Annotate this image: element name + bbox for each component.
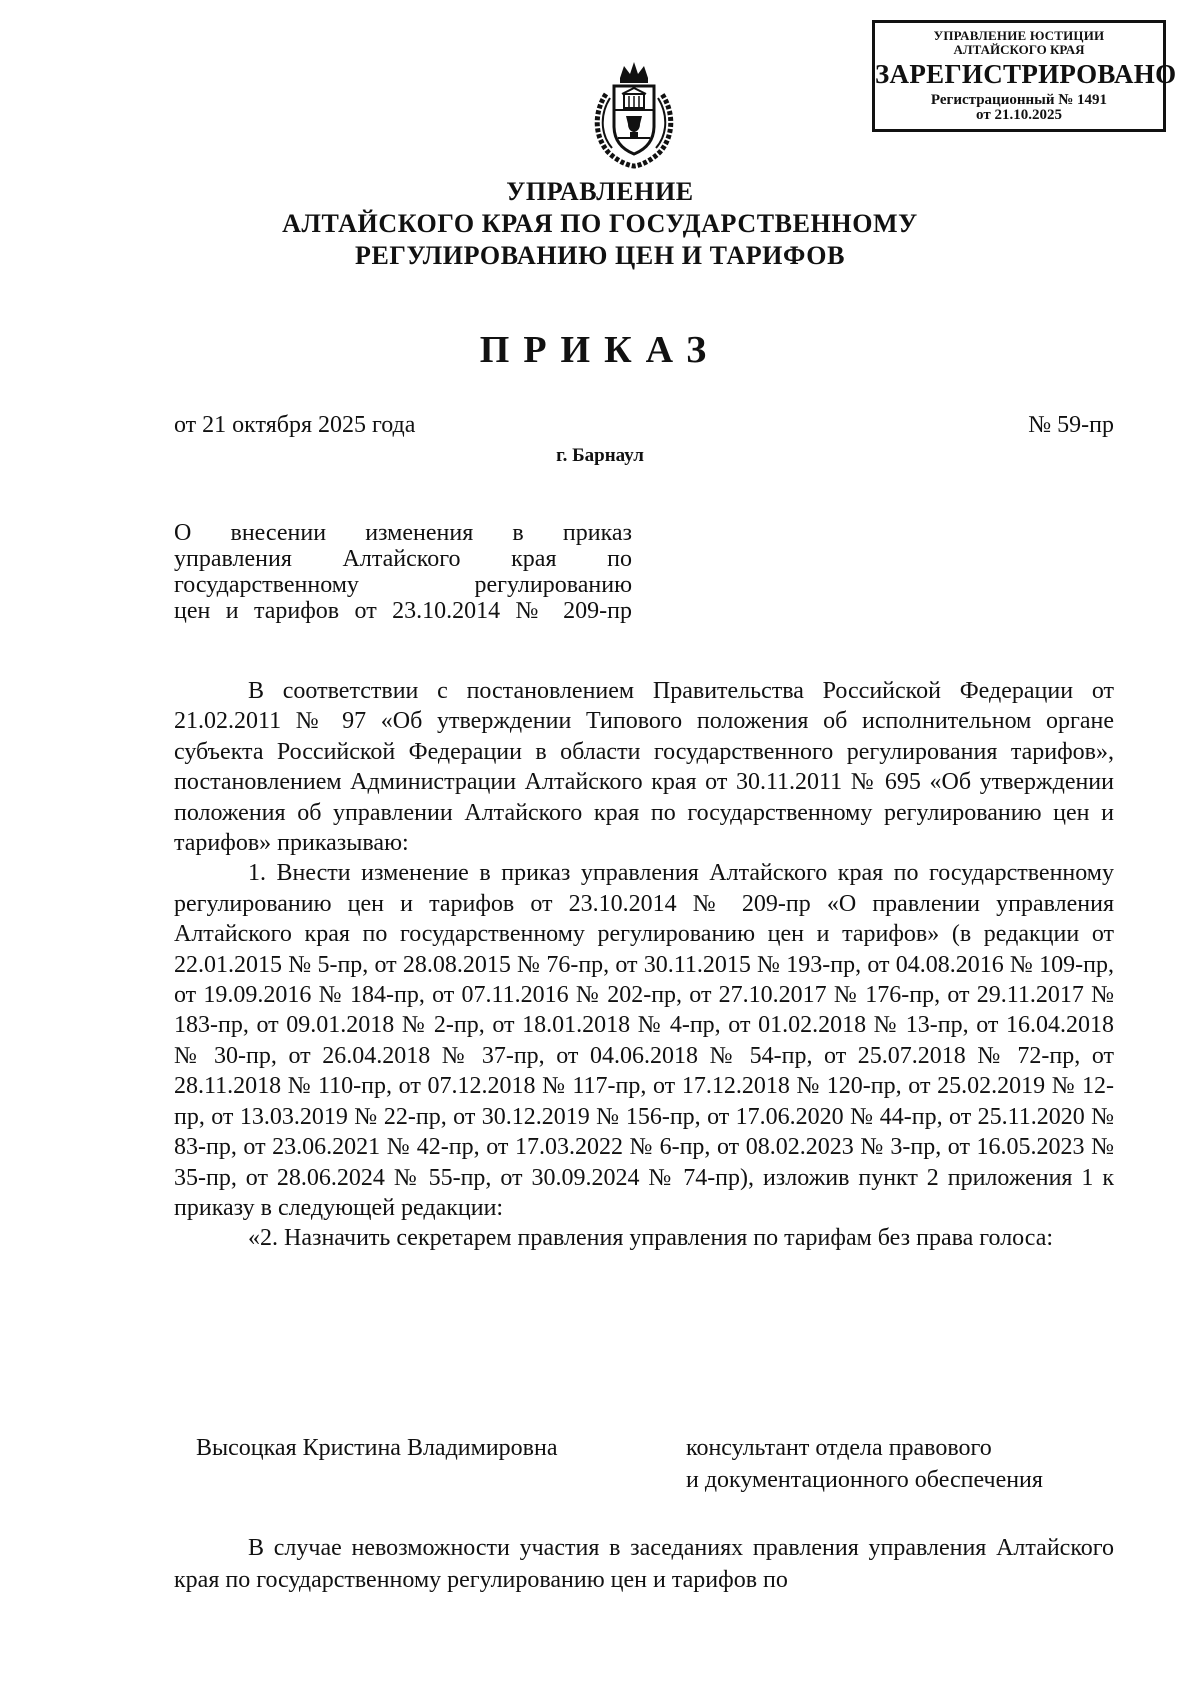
stamp-registration-number: Регистрационный № 1491 <box>930 91 1108 108</box>
closing-paragraph: В случае невозможности участия в заседаниях правления управления Алтайского края по государственному регулированию цен и тарифов по <box>174 1535 1114 1593</box>
closing-section <box>174 1532 1114 1596</box>
organization-line-3: РЕГУЛИРОВАНИЮ ЦЕН И ТАРИФОВ <box>354 241 846 270</box>
document-type-title: ПРИКАЗ <box>479 329 721 371</box>
subject-line: цен и тарифов от 23.10.2014 № 209-пр <box>174 598 632 624</box>
clause-1-paragraph: 1. Внести изменение в приказ управления Алтайского края по государственному регулированию цен и тарифов от 23.10.2014 № 209-пр «О правлении управления Алтайского края по государственному регулированию цен и тарифов» (в редакции от 22.01.2015 № 5-пр, от 28.08.2015 № 76-пр, от 30.11.2015 № 193-пр, от 04.08.2016 № 109-пр, от 19.09.2016 № 184-пр, от 07.11.2016 № 202-пр, от 27.10.2017 № 176-пр, от 29.11.2017 № 183-пр, от 09.01.2018 № 2-пр, от 18.01.2018 № 4-пр, от 01.02.2018 № 13-пр, от 16.04.2018 № 30-пр, от 26.04.2018 № 37-пр, от 04.06.2018 № 54-пр, от 25.07.2018 № 72-пр, от 28.11.2018 № 110-пр, от 07.12.2018 № 117-пр, от 17.12.2018 № 120-пр, от 25.02.2019 № 12-пр, от 13.03.2019 № 22-пр, от 30.12.2019 № 156-пр, от 17.06.2020 № 44-пр, от 25.11.2020 № 83-пр, от 23.06.2021 № 42-пр, от 17.03.2022 № 6-пр, от 08.02.2023 № 3-пр, от 16.05.2023 № 35-пр, от 28.06.2024 № 55-пр, от 30.09.2024 № 74-пр), изложив пункт 2 приложения 1 к приказу в следующей редакции: <box>174 860 1114 1221</box>
clause-2-paragraph: «2. Назначить секретарем правления управления по тарифам без права голоса: <box>248 1225 1054 1252</box>
order-city: г. Барнаул <box>556 445 644 466</box>
stamp-authority-line2: АЛТАЙСКОГО КРАЯ <box>953 41 1085 57</box>
stamp-status: ЗАРЕГИСТРИРОВАНО <box>875 59 1177 90</box>
altai-krai-coat-of-arms-icon <box>586 54 682 170</box>
order-date: от 21 октября 2025 года <box>174 412 416 438</box>
registration-stamp <box>872 20 1177 132</box>
preamble-paragraph: В соответствии с постановлением Правительства Российской Федерации от 21.02.2011 № 97 «Об утверждении Типового положения об исполнительном органе субъекта Российской Федерации в области государственного регулирования тарифов», постановлением Администрации Алтайского края от 30.11.2011 № 695 «Об утверждении положения об управлении Алтайского края по государственному регулированию цен и тарифов» приказываю: <box>174 678 1114 857</box>
appointee-position-line2: и документационного обеспечения <box>686 1467 1043 1493</box>
stamp-authority-line1: УПРАВЛЕНИЕ ЮСТИЦИИ <box>933 28 1105 43</box>
appointee-position-line1: консультант отдела правового <box>686 1435 992 1461</box>
subject-line: управления Алтайского края по <box>174 546 632 572</box>
order-subject <box>174 520 632 624</box>
stamp-date: от 21.10.2025 <box>976 107 1062 124</box>
organization-line-1: УПРАВЛЕНИЕ <box>506 177 694 206</box>
organization-line-2: АЛТАЙСКОГО КРАЯ ПО ГОСУДАРСТВЕННОМУ <box>282 209 918 238</box>
order-number: № 59-пр <box>1028 412 1114 438</box>
appointee-position <box>686 1432 1116 1496</box>
order-body <box>174 676 1114 1254</box>
appointee-name: Высоцкая Кристина Владимировна <box>196 1435 558 1461</box>
subject-line: государственному регулированию <box>174 572 632 598</box>
subject-line: О внесении изменения в приказ <box>174 520 632 546</box>
